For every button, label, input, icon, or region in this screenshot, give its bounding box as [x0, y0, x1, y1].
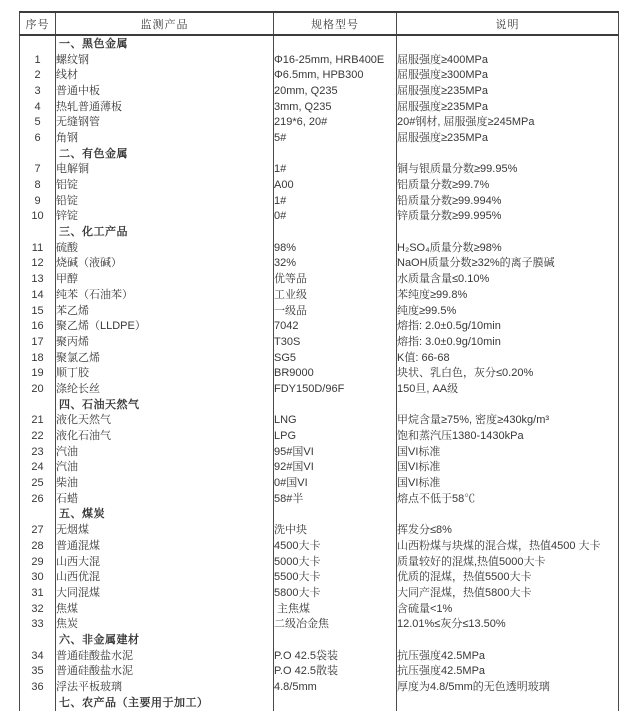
table-row [20, 334, 619, 350]
desc-text: 铜与银质量分数≥99.95% [397, 162, 619, 178]
row-number: 5 [34, 116, 41, 129]
row-number: 8 [34, 179, 41, 192]
product-name: 甲醇 [56, 271, 274, 287]
section-title: 一、黑色金属 [56, 35, 274, 52]
table-row [20, 569, 619, 585]
spec-value: 1# [274, 162, 397, 178]
desc-text: 熔点不低于58℃ [397, 491, 619, 507]
col-header-spec: 规格型号 [274, 12, 397, 35]
desc-text: 抗压强度42.5MPa [397, 648, 619, 664]
section-row [20, 146, 619, 162]
desc-text: 150旦, AA级 [397, 381, 619, 397]
section-row [20, 35, 619, 52]
section-row [20, 695, 619, 711]
spec-value: 4.8/5mm [274, 679, 397, 695]
product-name: 聚乙烯（LLDPE） [56, 318, 274, 334]
product-name: 涤纶长丝 [56, 381, 274, 397]
table-row [20, 177, 619, 193]
product-name: 无缝钢管 [56, 114, 274, 130]
spec-value [274, 632, 397, 648]
row-number: 34 [31, 649, 44, 662]
row-number [20, 695, 56, 711]
spec-value: 洗中块 [274, 522, 397, 538]
col-header-no: 序号 [20, 12, 56, 35]
row-number: 36 [31, 681, 44, 694]
table-row [20, 616, 619, 632]
product-name: 铝锭 [56, 177, 274, 193]
spec-value [274, 146, 397, 162]
price-monitoring-table [19, 11, 619, 711]
row-number: 15 [31, 304, 44, 317]
spec-value [274, 35, 397, 52]
row-number [20, 632, 56, 648]
table-row [20, 491, 619, 507]
table-row [20, 585, 619, 601]
desc-text: 水质量含量≤0.10% [397, 271, 619, 287]
table-row [20, 365, 619, 381]
spec-value: 工业级 [274, 287, 397, 303]
desc-text: 纯度≥99.5% [397, 303, 619, 319]
product-name: 液化天然气 [56, 413, 274, 429]
table-row [20, 287, 619, 303]
spec-value [274, 507, 397, 523]
row-number: 13 [31, 273, 44, 286]
spec-value: 5# [274, 130, 397, 146]
table-row [20, 114, 619, 130]
row-number: 11 [31, 241, 44, 254]
desc-text: 抗压强度42.5MPa [397, 664, 619, 680]
row-number: 10 [31, 210, 44, 223]
product-name: 热轧普通薄板 [56, 99, 274, 115]
spec-value: 219*6, 20# [274, 114, 397, 130]
product-name: 液化石油气 [56, 428, 274, 444]
row-number: 29 [31, 555, 44, 568]
product-name: 普通硅酸盐水泥 [56, 648, 274, 664]
section-title: 七、农产品（主要用于加工） [56, 695, 274, 711]
product-name: 石蜡 [56, 491, 274, 507]
row-number: 12 [31, 257, 44, 270]
table-row [20, 162, 619, 178]
table-row [20, 460, 619, 476]
product-name: 焦煤 [56, 601, 274, 617]
desc-text [397, 224, 619, 240]
table-row [20, 648, 619, 664]
desc-text: 熔指: 3.0±0.9g/10min [397, 334, 619, 350]
product-name: 螺纹钢 [56, 52, 274, 68]
desc-text: 块状、乳白色，灰分≤0.20% [397, 365, 619, 381]
spec-value: 主焦煤 [274, 601, 397, 617]
row-number: 19 [31, 367, 44, 380]
table-row [20, 538, 619, 554]
spec-value: 20mm, Q235 [274, 83, 397, 99]
col-header-desc: 说明 [397, 12, 619, 35]
row-number: 1 [34, 53, 41, 66]
row-number: 27 [31, 524, 44, 537]
product-name: 纯苯（石油苯） [56, 287, 274, 303]
desc-text: 国VI标准 [397, 444, 619, 460]
desc-text: K值: 66-68 [397, 350, 619, 366]
product-name: 电解铜 [56, 162, 274, 178]
desc-text [397, 35, 619, 52]
spec-value: 二级冶金焦 [274, 616, 397, 632]
desc-text [397, 397, 619, 413]
spec-value: FDY150D/96F [274, 381, 397, 397]
desc-text [397, 695, 619, 711]
spec-value: 7042 [274, 318, 397, 334]
desc-text: 国VI标准 [397, 475, 619, 491]
product-name: 锌锭 [56, 209, 274, 225]
row-number: 20 [31, 382, 44, 395]
spec-value: 0# [274, 209, 397, 225]
product-name: 苯乙烯 [56, 303, 274, 319]
spec-value: 3mm, Q235 [274, 99, 397, 115]
row-number: 21 [31, 414, 44, 427]
section-row [20, 507, 619, 523]
table-row [20, 554, 619, 570]
spec-value: Φ16-25mm, HRB400E [274, 52, 397, 68]
product-name: 焦炭 [56, 616, 274, 632]
section-title: 三、化工产品 [56, 224, 274, 240]
product-name: 普通中板 [56, 83, 274, 99]
row-number: 2 [34, 69, 41, 82]
spec-value: 92#国VI [274, 460, 397, 476]
spec-value: 0#国VI [274, 475, 397, 491]
table-row [20, 256, 619, 272]
spec-value: P.O 42.5袋装 [274, 648, 397, 664]
table-row [20, 52, 619, 68]
table-row [20, 83, 619, 99]
product-name: 烧碱（液碱） [56, 256, 274, 272]
product-name: 硫酸 [56, 240, 274, 256]
section-title: 四、石油天然气 [56, 397, 274, 413]
row-number: 30 [31, 571, 44, 584]
desc-text: 含硫量<1% [397, 601, 619, 617]
spec-value: A00 [274, 177, 397, 193]
desc-text: 厚度为4.8/5mm的无色透明玻璃 [397, 679, 619, 695]
desc-text: 熔指: 2.0±0.5g/10min [397, 318, 619, 334]
desc-text [397, 632, 619, 648]
table-row [20, 350, 619, 366]
table-row [20, 130, 619, 146]
desc-text: 12.01%≤灰分≤13.50% [397, 616, 619, 632]
table-row [20, 303, 619, 319]
row-number: 17 [31, 335, 44, 348]
spec-value: T30S [274, 334, 397, 350]
desc-text: 锌质量分数≥99.995% [397, 209, 619, 225]
product-name: 角钢 [56, 130, 274, 146]
spec-value: 58#半 [274, 491, 397, 507]
table-row [20, 664, 619, 680]
spec-value: 98% [274, 240, 397, 256]
spec-value [274, 397, 397, 413]
spec-value: 5500大卡 [274, 569, 397, 585]
spec-value [274, 224, 397, 240]
spec-value: P.O 42.5散装 [274, 664, 397, 680]
section-title: 二、有色金属 [56, 146, 274, 162]
desc-text: 屈服强度≥235MPa [397, 99, 619, 115]
table-row [20, 444, 619, 460]
table-row [20, 381, 619, 397]
product-name: 山西大混 [56, 554, 274, 570]
product-name: 柴油 [56, 475, 274, 491]
row-number: 35 [31, 665, 44, 678]
table-row [20, 318, 619, 334]
row-number: 16 [31, 320, 44, 333]
table-row [20, 271, 619, 287]
desc-text: 铝质量分数≥99.7% [397, 177, 619, 193]
row-number [20, 35, 56, 52]
product-name: 聚氯乙烯 [56, 350, 274, 366]
row-number: 4 [34, 100, 41, 113]
product-name: 山西优混 [56, 569, 274, 585]
desc-text: 屈服强度≥235MPa [397, 130, 619, 146]
spec-value: 4500大卡 [274, 538, 397, 554]
table-row [20, 413, 619, 429]
row-number: 7 [34, 163, 41, 176]
desc-text: 质量较好的混煤,热值5000大卡 [397, 554, 619, 570]
row-number: 28 [31, 539, 44, 552]
desc-text [397, 507, 619, 523]
product-name: 汽油 [56, 444, 274, 460]
spec-value: 32% [274, 256, 397, 272]
row-number: 25 [31, 477, 44, 490]
product-name: 无烟煤 [56, 522, 274, 538]
desc-text: 屈服强度≥400MPa [397, 52, 619, 68]
row-number: 31 [31, 586, 44, 599]
row-number: 6 [34, 131, 41, 144]
desc-text: 屈服强度≥235MPa [397, 83, 619, 99]
col-header-product: 监测产品 [56, 12, 274, 35]
table-row [20, 67, 619, 83]
desc-text: 饱和蒸汽压1380-1430kPa [397, 428, 619, 444]
row-number: 23 [31, 445, 44, 458]
product-name: 普通混煤 [56, 538, 274, 554]
product-name: 浮法平板玻璃 [56, 679, 274, 695]
desc-text: 山西粉煤与块煤的混合煤，热值4500 大卡 [397, 538, 619, 554]
desc-text: 苯纯度≥99.8% [397, 287, 619, 303]
product-name: 顺丁胶 [56, 365, 274, 381]
row-number [20, 146, 56, 162]
desc-text: 挥发分≤8% [397, 522, 619, 538]
desc-text: 铅质量分数≥99.994% [397, 193, 619, 209]
product-name: 汽油 [56, 460, 274, 476]
spec-value: BR9000 [274, 365, 397, 381]
table-row [20, 99, 619, 115]
desc-text: H₂SO₄质量分数≥98% [397, 240, 619, 256]
desc-text: 大同产混煤，热值5800大卡 [397, 585, 619, 601]
product-name: 大同混煤 [56, 585, 274, 601]
row-number: 18 [31, 351, 44, 364]
desc-text: 国VI标准 [397, 460, 619, 476]
row-number [20, 507, 56, 523]
spec-value: 1# [274, 193, 397, 209]
desc-text: NaOH质量分数≥32%的离子膜碱 [397, 256, 619, 272]
spec-value: 优等品 [274, 271, 397, 287]
table-row [20, 522, 619, 538]
section-row [20, 632, 619, 648]
table-row [20, 193, 619, 209]
table-row [20, 209, 619, 225]
table-row [20, 601, 619, 617]
table-row [20, 428, 619, 444]
product-name: 聚丙烯 [56, 334, 274, 350]
spec-value [274, 695, 397, 711]
spec-value: LNG [274, 413, 397, 429]
row-number: 33 [31, 618, 44, 631]
spec-value: 一级品 [274, 303, 397, 319]
section-row [20, 397, 619, 413]
section-title: 六、非金属建材 [56, 632, 274, 648]
desc-text: 优质的混煤，热值5500大卡 [397, 569, 619, 585]
row-number: 26 [31, 492, 44, 505]
section-title: 五、煤炭 [56, 507, 274, 523]
spec-value: 95#国VI [274, 444, 397, 460]
table-row [20, 240, 619, 256]
desc-text: 甲烷含量≥75%, 密度≥430kg/m³ [397, 413, 619, 429]
spec-value: LPG [274, 428, 397, 444]
desc-text [397, 146, 619, 162]
desc-text: 20#钢材, 屈服强度≥245MPa [397, 114, 619, 130]
spec-value: Φ6.5mm, HPB300 [274, 67, 397, 83]
product-name: 线材 [56, 67, 274, 83]
table-row [20, 679, 619, 695]
row-number [20, 224, 56, 240]
table-row [20, 475, 619, 491]
spec-value: 5000大卡 [274, 554, 397, 570]
spec-value: SG5 [274, 350, 397, 366]
row-number: 32 [31, 602, 44, 615]
row-number: 14 [31, 288, 44, 301]
section-row [20, 224, 619, 240]
row-number [20, 397, 56, 413]
table-header [20, 12, 619, 35]
desc-text: 屈服强度≥300MPa [397, 67, 619, 83]
row-number: 22 [31, 430, 44, 443]
row-number: 24 [31, 461, 44, 474]
product-name: 普通硅酸盐水泥 [56, 664, 274, 680]
header-row [20, 12, 619, 35]
table-body [20, 35, 619, 711]
spec-value: 5800大卡 [274, 585, 397, 601]
product-name: 铅锭 [56, 193, 274, 209]
row-number: 3 [34, 84, 41, 97]
row-number: 9 [34, 194, 41, 207]
